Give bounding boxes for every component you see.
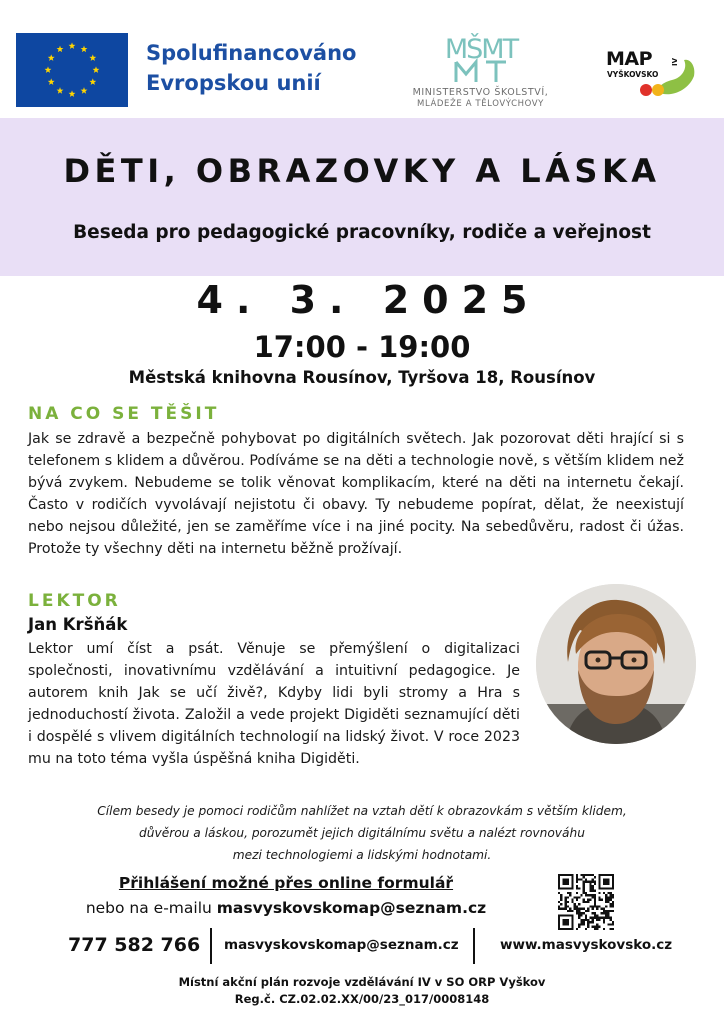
lecturer-photo [536,584,696,744]
lecturer-name: Jan Kršňák [28,615,128,634]
section-heading-lecturer: LEKTOR [28,591,121,611]
footer-project: Místní akční plán rozvoje vzdělávání IV v SO ORP Vyškov [178,975,546,989]
eu-line-1: Spolufinancováno [146,41,357,65]
title-banner [0,118,724,276]
goal-line-2: důvěrou a láskou, porozumět jejich digitálnímu světu a nalézt rovnováhu [139,826,585,840]
qr-code[interactable] [558,874,614,930]
msmt-logo [398,30,563,110]
contact-divider [473,928,475,964]
event-date: 4. 3. 2025 [196,278,541,322]
eu-line-2: Evropskou unií [146,71,321,95]
map-iv: IV [671,57,680,67]
main-title: DĚTI, OBRAZOVKY A LÁSKA [63,152,661,190]
msmt-name-line-1: MINISTERSTVO ŠKOLSTVÍ, [412,87,549,98]
contact-email[interactable]: masvyskovskomap@seznam.cz [224,937,459,953]
map-vyskovsko-logo [604,48,700,104]
contact-web[interactable]: www.masvyskovsko.cz [500,937,673,953]
map-word: MAP [606,48,653,70]
goal-line-3: mezi technologiemi a lidskými hodnotami. [232,848,492,862]
event-place: Městská knihovna Rousínov, Tyršova 18, Rousínov [128,368,596,387]
logo-header [0,0,724,118]
section-heading-about: NA CO SE TĚŠIT [28,404,220,424]
lecturer-bio: Lektor umí číst a psát. Věnuje se přemýšlení o digitalizaci společnosti, inovativnímu vzdělávání a intuitivní pedagogice. Je autorem knih Jak se učí živě?, Kdyby lidi byli stromy a Hra s jednoduchostí života. Založil a vede projekt Digiděti seznamující děti i dospělé s vlivem digitálních technologií na lidský život. V roce 2023 mu na toto téma vyšla úspěšná kniha Digiděti. [28,641,520,767]
contact-divider [210,928,212,964]
registration-email-prefix: nebo na e-mailu [85,899,212,917]
eu-flag-logo [16,33,128,107]
msmt-mark-text: MŠMT [444,34,518,65]
msmt-mark-icon [442,30,520,86]
contact-phone[interactable]: 777 582 766 [68,934,201,956]
msmt-name-line-2: MLÁDEŽE A TĚLOVÝCHOVY [417,99,544,109]
event-time: 17:00 - 19:00 [253,330,471,364]
eu-cofinanced-text [146,38,356,98]
qr-code-icon [558,874,614,930]
event-goal [40,800,684,866]
goal-line-1: Cílem besedy je pomoci rodičům nahlížet na vztah dětí k obrazovkám s větším klidem, [97,804,627,818]
registration-form-link[interactable]: Přihlášení možné přes online formulář [118,874,454,892]
footer-reg-number: Reg.č. CZ.02.02.XX/00/23_017/0008148 [234,992,490,1006]
eu-stars-icon [16,33,128,107]
registration-email[interactable]: masvyskovskomap@seznam.cz [216,899,487,917]
footer [0,974,724,1008]
about-text: Jak se zdravě a bezpečně pohybovat po digitálních světech. Jak pozorovat děti hrající si s telefonem s klidem a důvěrou. Podíváme se na děti a technologie nově, s větším klidem než bývá zvykem. Nebudeme se tolik věnovat komplikacím, které na děti na internetu čekají. Často v rodičích vyvolávají nejistotu či obavy. Ty nebudeme popírat, dělat, že neexistují nebo nejsou důležité, jen se zaměříme více i na jiné pocity. Na sebedůvěru, radost či úžas. Protože ty všechny děti na internetu běžně prožívají. [28,431,684,557]
registration-email-line [56,899,516,917]
map-region: VYŠKOVSKO [607,70,659,79]
portrait-icon [536,584,696,744]
subtitle: Beseda pro pedagogické pracovníky, rodiče a veřejnost [73,222,651,243]
